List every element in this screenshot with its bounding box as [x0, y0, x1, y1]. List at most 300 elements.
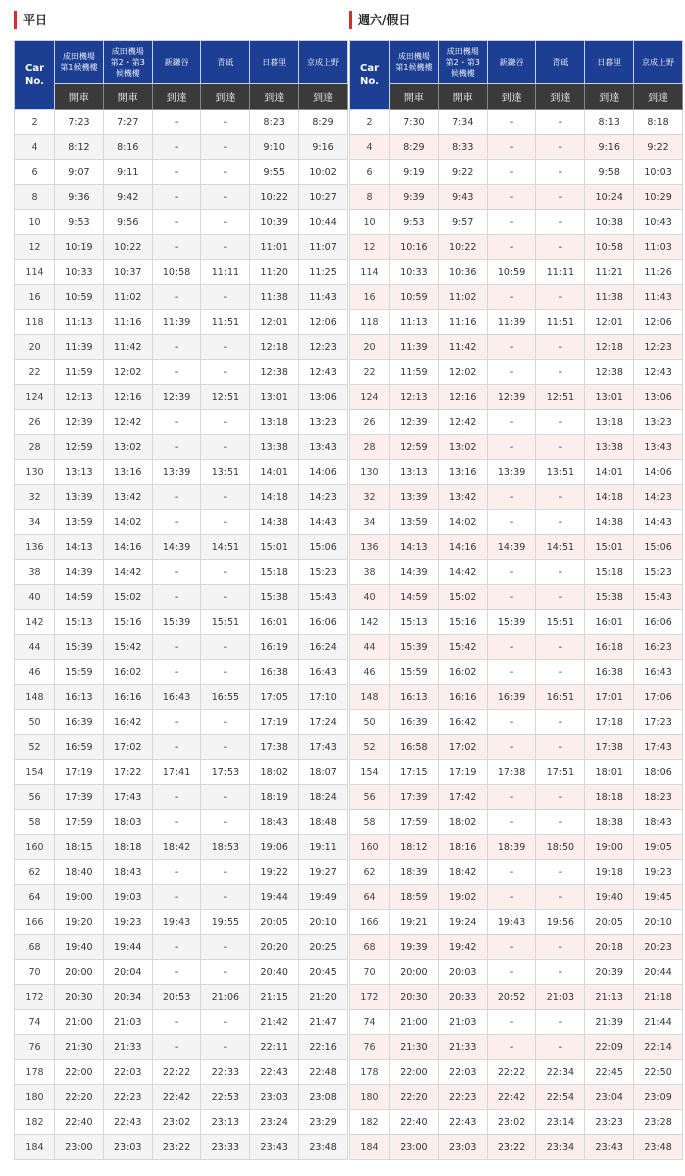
time-cell: 16:51	[536, 685, 585, 710]
time-cell: -	[201, 235, 250, 260]
time-cell: 12:39	[55, 410, 104, 435]
table-row	[350, 635, 683, 660]
time-cell: 19:45	[634, 885, 683, 910]
time-cell: 22:03	[438, 1060, 487, 1085]
time-cell: 12:23	[634, 335, 683, 360]
time-cell: 17:23	[634, 710, 683, 735]
time-cell: -	[487, 785, 536, 810]
car-number-cell: 64	[350, 885, 390, 910]
time-cell: 14:51	[536, 535, 585, 560]
time-cell: -	[487, 235, 536, 260]
car-number-cell: 180	[350, 1085, 390, 1110]
time-cell: 15:51	[201, 610, 250, 635]
time-cell: 8:33	[438, 135, 487, 160]
time-cell: -	[487, 935, 536, 960]
time-cell: 10:39	[250, 210, 299, 235]
time-cell: -	[536, 510, 585, 535]
time-cell: -	[536, 360, 585, 385]
car-number-cell: 2	[350, 110, 390, 135]
time-cell: 12:39	[487, 385, 536, 410]
time-cell: 20:04	[103, 960, 152, 985]
table-row	[15, 535, 348, 560]
car-number-cell: 56	[350, 785, 390, 810]
time-cell: 12:51	[536, 385, 585, 410]
time-cell: 14:13	[390, 535, 439, 560]
time-cell: -	[536, 335, 585, 360]
time-cell: 14:42	[438, 560, 487, 585]
time-cell: 16:24	[299, 635, 348, 660]
car-number-cell: 50	[15, 710, 55, 735]
time-cell: 11:42	[103, 335, 152, 360]
time-cell: 16:38	[250, 660, 299, 685]
car-number-cell: 12	[15, 235, 55, 260]
time-cell: -	[152, 185, 201, 210]
time-cell: 11:16	[438, 310, 487, 335]
time-cell: 13:06	[634, 385, 683, 410]
car-number-cell: 56	[15, 785, 55, 810]
time-cell: -	[152, 735, 201, 760]
time-cell: -	[201, 360, 250, 385]
car-number-cell: 118	[15, 310, 55, 335]
time-cell: 15:16	[438, 610, 487, 635]
weekday-timetable	[14, 40, 348, 1160]
time-cell: 14:02	[103, 510, 152, 535]
table-row	[350, 485, 683, 510]
time-cell: 17:51	[536, 760, 585, 785]
time-cell: -	[152, 1010, 201, 1035]
time-cell: -	[487, 885, 536, 910]
time-cell: 9:16	[585, 135, 634, 160]
table-row	[350, 310, 683, 335]
time-cell: -	[536, 810, 585, 835]
time-cell: -	[152, 360, 201, 385]
time-cell: -	[201, 185, 250, 210]
time-cell: 17:39	[390, 785, 439, 810]
time-cell: 14:39	[55, 560, 104, 585]
table-row	[15, 910, 348, 935]
time-cell: 11:51	[201, 310, 250, 335]
time-cell: -	[536, 785, 585, 810]
time-cell: 17:24	[299, 710, 348, 735]
time-cell: 10:58	[585, 235, 634, 260]
table-row	[350, 1060, 683, 1085]
time-cell: 23:02	[487, 1110, 536, 1135]
car-number-cell: 160	[350, 835, 390, 860]
time-cell: 16:16	[103, 685, 152, 710]
car-number-cell: 182	[15, 1110, 55, 1135]
time-cell: -	[152, 235, 201, 260]
table-row	[15, 885, 348, 910]
weekend-title	[349, 0, 682, 40]
time-cell: 17:53	[201, 760, 250, 785]
car-number-cell: 64	[15, 885, 55, 910]
table-row	[350, 960, 683, 985]
time-cell: -	[201, 785, 250, 810]
car-number-cell: 130	[15, 460, 55, 485]
time-cell: 17:05	[250, 685, 299, 710]
time-cell: 20:44	[634, 960, 683, 985]
time-cell: 18:02	[438, 810, 487, 835]
time-cell: -	[152, 860, 201, 885]
time-cell: 21:39	[585, 1010, 634, 1035]
time-cell: 21:30	[390, 1035, 439, 1060]
time-cell: 19:18	[585, 860, 634, 885]
time-cell: 14:01	[250, 460, 299, 485]
time-cell: 15:42	[438, 635, 487, 660]
time-cell: -	[201, 335, 250, 360]
time-cell: 18:42	[152, 835, 201, 860]
time-cell: -	[487, 185, 536, 210]
station-header: 成田機場 第2・第3 候機樓	[438, 41, 487, 84]
time-cell: 14:18	[585, 485, 634, 510]
car-number-cell: 58	[350, 810, 390, 835]
time-cell: 17:19	[438, 760, 487, 785]
car-number-cell: 34	[15, 510, 55, 535]
time-cell: -	[201, 860, 250, 885]
time-cell: 14:23	[299, 485, 348, 510]
table-row	[15, 610, 348, 635]
time-cell: 15:13	[55, 610, 104, 635]
time-cell: 22:22	[487, 1060, 536, 1085]
time-cell: 17:01	[585, 685, 634, 710]
time-cell: 17:43	[103, 785, 152, 810]
car-number-cell: 34	[350, 510, 390, 535]
table-row	[15, 210, 348, 235]
car-number-cell: 178	[350, 1060, 390, 1085]
car-number-cell: 44	[350, 635, 390, 660]
time-cell: 12:43	[634, 360, 683, 385]
time-cell: 15:18	[585, 560, 634, 585]
time-cell: -	[536, 485, 585, 510]
time-cell: 13:59	[55, 510, 104, 535]
time-cell: 10:22	[250, 185, 299, 210]
departure-arrival-header: 到達	[250, 84, 299, 110]
time-cell: -	[536, 660, 585, 685]
time-cell: 16:39	[55, 710, 104, 735]
car-number-cell: 28	[350, 435, 390, 460]
time-cell: 10:22	[438, 235, 487, 260]
time-cell: 17:18	[585, 710, 634, 735]
time-cell: 20:05	[250, 910, 299, 935]
time-cell: 18:03	[103, 810, 152, 835]
table-row	[15, 360, 348, 385]
time-cell: 23:23	[585, 1110, 634, 1135]
time-cell: 13:39	[55, 485, 104, 510]
time-cell: 19:05	[634, 835, 683, 860]
time-cell: 14:38	[250, 510, 299, 535]
time-cell: 14:01	[585, 460, 634, 485]
time-cell: -	[487, 485, 536, 510]
departure-arrival-header: 開車	[438, 84, 487, 110]
time-cell: 15:43	[634, 585, 683, 610]
time-cell: 9:11	[103, 160, 152, 185]
time-cell: -	[201, 210, 250, 235]
car-number-cell: 8	[350, 185, 390, 210]
time-cell: 12:16	[103, 385, 152, 410]
time-cell: 10:33	[55, 260, 104, 285]
time-cell: 11:39	[55, 335, 104, 360]
time-cell: -	[201, 435, 250, 460]
time-cell: 22:54	[536, 1085, 585, 1110]
car-number-cell: 130	[350, 460, 390, 485]
table-row	[15, 860, 348, 885]
car-number-cell: 52	[350, 735, 390, 760]
time-cell: -	[201, 635, 250, 660]
table-row	[350, 135, 683, 160]
table-row	[350, 910, 683, 935]
time-cell: 18:06	[634, 760, 683, 785]
weekend-timetable	[349, 40, 683, 1160]
time-cell: 18:19	[250, 785, 299, 810]
table-row	[15, 235, 348, 260]
time-cell: 15:13	[390, 610, 439, 635]
time-cell: 16:39	[487, 685, 536, 710]
time-cell: 20:53	[152, 985, 201, 1010]
time-cell: 16:43	[634, 660, 683, 685]
table-row	[15, 460, 348, 485]
time-cell: 21:03	[438, 1010, 487, 1035]
time-cell: 13:06	[299, 385, 348, 410]
time-cell: 20:52	[487, 985, 536, 1010]
table-row	[350, 535, 683, 560]
table-row	[15, 385, 348, 410]
car-number-cell: 74	[15, 1010, 55, 1035]
car-number-cell: 166	[15, 910, 55, 935]
time-cell: 10:36	[438, 260, 487, 285]
time-cell: 16:06	[299, 610, 348, 635]
table-row	[350, 385, 683, 410]
time-cell: 22:50	[634, 1060, 683, 1085]
time-cell: -	[536, 160, 585, 185]
time-cell: 14:59	[390, 585, 439, 610]
time-cell: -	[536, 410, 585, 435]
table-row	[15, 310, 348, 335]
time-cell: 20:30	[55, 985, 104, 1010]
time-cell: 22:40	[55, 1110, 104, 1135]
time-cell: 20:40	[250, 960, 299, 985]
time-cell: -	[152, 785, 201, 810]
time-cell: 16:18	[585, 635, 634, 660]
time-cell: 17:02	[438, 735, 487, 760]
time-cell: 19:23	[103, 910, 152, 935]
time-cell: -	[152, 935, 201, 960]
car-number-cell: 22	[15, 360, 55, 385]
time-cell: 20:00	[390, 960, 439, 985]
car-number-cell: 62	[350, 860, 390, 885]
time-cell: 15:01	[585, 535, 634, 560]
time-cell: 17:15	[390, 760, 439, 785]
car-number-cell: 50	[350, 710, 390, 735]
time-cell: 19:22	[250, 860, 299, 885]
time-cell: -	[201, 660, 250, 685]
time-cell: 19:39	[390, 935, 439, 960]
time-cell: -	[152, 335, 201, 360]
car-number-cell: 148	[350, 685, 390, 710]
station-header: 日暮里	[250, 41, 299, 84]
time-cell: 19:43	[152, 910, 201, 935]
time-cell: 13:51	[536, 460, 585, 485]
time-cell: -	[201, 510, 250, 535]
time-cell: 20:39	[585, 960, 634, 985]
time-cell: 15:02	[438, 585, 487, 610]
time-cell: 12:13	[390, 385, 439, 410]
time-cell: 21:00	[390, 1010, 439, 1035]
time-cell: 22:53	[201, 1085, 250, 1110]
time-cell: -	[536, 560, 585, 585]
time-cell: -	[536, 1035, 585, 1060]
car-no-header: Car No.	[350, 41, 390, 110]
time-cell: 15:59	[55, 660, 104, 685]
time-cell: 22:23	[438, 1085, 487, 1110]
time-cell: 15:18	[250, 560, 299, 585]
car-number-cell: 44	[15, 635, 55, 660]
time-cell: 10:24	[585, 185, 634, 210]
time-cell: 8:12	[55, 135, 104, 160]
time-cell: -	[487, 560, 536, 585]
time-cell: 21:13	[585, 985, 634, 1010]
time-cell: 19:55	[201, 910, 250, 935]
time-cell: -	[487, 585, 536, 610]
time-cell: 11:20	[250, 260, 299, 285]
time-cell: 16:58	[390, 735, 439, 760]
time-cell: 20:33	[438, 985, 487, 1010]
time-cell: 19:02	[438, 885, 487, 910]
time-cell: 13:38	[250, 435, 299, 460]
car-number-cell: 4	[15, 135, 55, 160]
car-number-cell: 182	[350, 1110, 390, 1135]
time-cell: 22:09	[585, 1035, 634, 1060]
table-row	[15, 1110, 348, 1135]
time-cell: 21:18	[634, 985, 683, 1010]
time-cell: 11:13	[55, 310, 104, 335]
time-cell: 10:29	[634, 185, 683, 210]
time-cell: 19:20	[55, 910, 104, 935]
time-cell: 11:43	[634, 285, 683, 310]
table-row	[15, 560, 348, 585]
time-cell: 9:19	[390, 160, 439, 185]
time-cell: -	[487, 210, 536, 235]
departure-arrival-header: 到達	[299, 84, 348, 110]
car-number-cell: 160	[15, 835, 55, 860]
time-cell: 18:02	[250, 760, 299, 785]
car-number-cell: 4	[350, 135, 390, 160]
time-cell: 18:18	[585, 785, 634, 810]
table-row	[350, 1035, 683, 1060]
table-row	[15, 935, 348, 960]
time-cell: 17:59	[390, 810, 439, 835]
time-cell: 20:00	[55, 960, 104, 985]
time-cell: 13:23	[634, 410, 683, 435]
time-cell: -	[487, 160, 536, 185]
time-cell: 10:59	[390, 285, 439, 310]
time-cell: 15:01	[250, 535, 299, 560]
time-cell: 20:34	[103, 985, 152, 1010]
time-cell: -	[201, 1010, 250, 1035]
time-cell: 12:59	[390, 435, 439, 460]
car-number-cell: 154	[15, 760, 55, 785]
station-header: 日暮里	[585, 41, 634, 84]
table-row	[350, 685, 683, 710]
time-cell: -	[201, 1035, 250, 1060]
car-number-cell: 38	[350, 560, 390, 585]
car-number-cell: 10	[15, 210, 55, 235]
time-cell: 14:38	[585, 510, 634, 535]
time-cell: 20:23	[634, 935, 683, 960]
time-cell: 11:26	[634, 260, 683, 285]
time-cell: 13:38	[585, 435, 634, 460]
time-cell: 18:50	[536, 835, 585, 860]
car-number-cell: 178	[15, 1060, 55, 1085]
time-cell: 16:59	[55, 735, 104, 760]
time-cell: 16:43	[152, 685, 201, 710]
time-cell: 15:39	[390, 635, 439, 660]
time-cell: 19:23	[634, 860, 683, 885]
time-cell: 23:24	[250, 1110, 299, 1135]
time-cell: 22:42	[487, 1085, 536, 1110]
table-row	[350, 610, 683, 635]
table-row	[350, 710, 683, 735]
table-row	[350, 410, 683, 435]
time-cell: 13:18	[250, 410, 299, 435]
time-cell: -	[152, 510, 201, 535]
time-cell: 11:11	[201, 260, 250, 285]
time-cell: 12:59	[55, 435, 104, 460]
time-cell: 16:16	[438, 685, 487, 710]
time-cell: 18:43	[103, 860, 152, 885]
car-number-cell: 20	[350, 335, 390, 360]
car-number-cell: 32	[15, 485, 55, 510]
time-cell: -	[487, 285, 536, 310]
table-row	[15, 685, 348, 710]
time-cell: -	[152, 285, 201, 310]
time-cell: 19:11	[299, 835, 348, 860]
time-cell: 22:42	[152, 1085, 201, 1110]
time-cell: 17:39	[55, 785, 104, 810]
time-cell: 10:16	[390, 235, 439, 260]
departure-arrival-header: 開車	[103, 84, 152, 110]
time-cell: 21:20	[299, 985, 348, 1010]
time-cell: 12:39	[390, 410, 439, 435]
time-cell: 17:22	[103, 760, 152, 785]
time-cell: 8:23	[250, 110, 299, 135]
car-number-cell: 22	[350, 360, 390, 385]
time-cell: -	[536, 935, 585, 960]
time-cell: 9:53	[390, 210, 439, 235]
time-cell: -	[152, 585, 201, 610]
time-cell: 11:11	[536, 260, 585, 285]
time-cell: 15:51	[536, 610, 585, 635]
time-cell: 14:51	[201, 535, 250, 560]
car-number-cell: 6	[350, 160, 390, 185]
time-cell: 23:48	[634, 1135, 683, 1160]
time-cell: 15:23	[634, 560, 683, 585]
time-cell: 19:44	[103, 935, 152, 960]
car-number-cell: 74	[350, 1010, 390, 1035]
time-cell: -	[201, 110, 250, 135]
time-cell: 9:39	[390, 185, 439, 210]
time-cell: 23:48	[299, 1135, 348, 1160]
time-cell: 23:34	[536, 1135, 585, 1160]
time-cell: 21:47	[299, 1010, 348, 1035]
time-cell: 13:18	[585, 410, 634, 435]
departure-arrival-header: 到達	[201, 84, 250, 110]
time-cell: 23:00	[390, 1135, 439, 1160]
time-cell: 7:34	[438, 110, 487, 135]
time-cell: 23:03	[103, 1135, 152, 1160]
time-cell: 22:34	[536, 1060, 585, 1085]
time-cell: 11:43	[299, 285, 348, 310]
time-cell: 12:42	[103, 410, 152, 435]
